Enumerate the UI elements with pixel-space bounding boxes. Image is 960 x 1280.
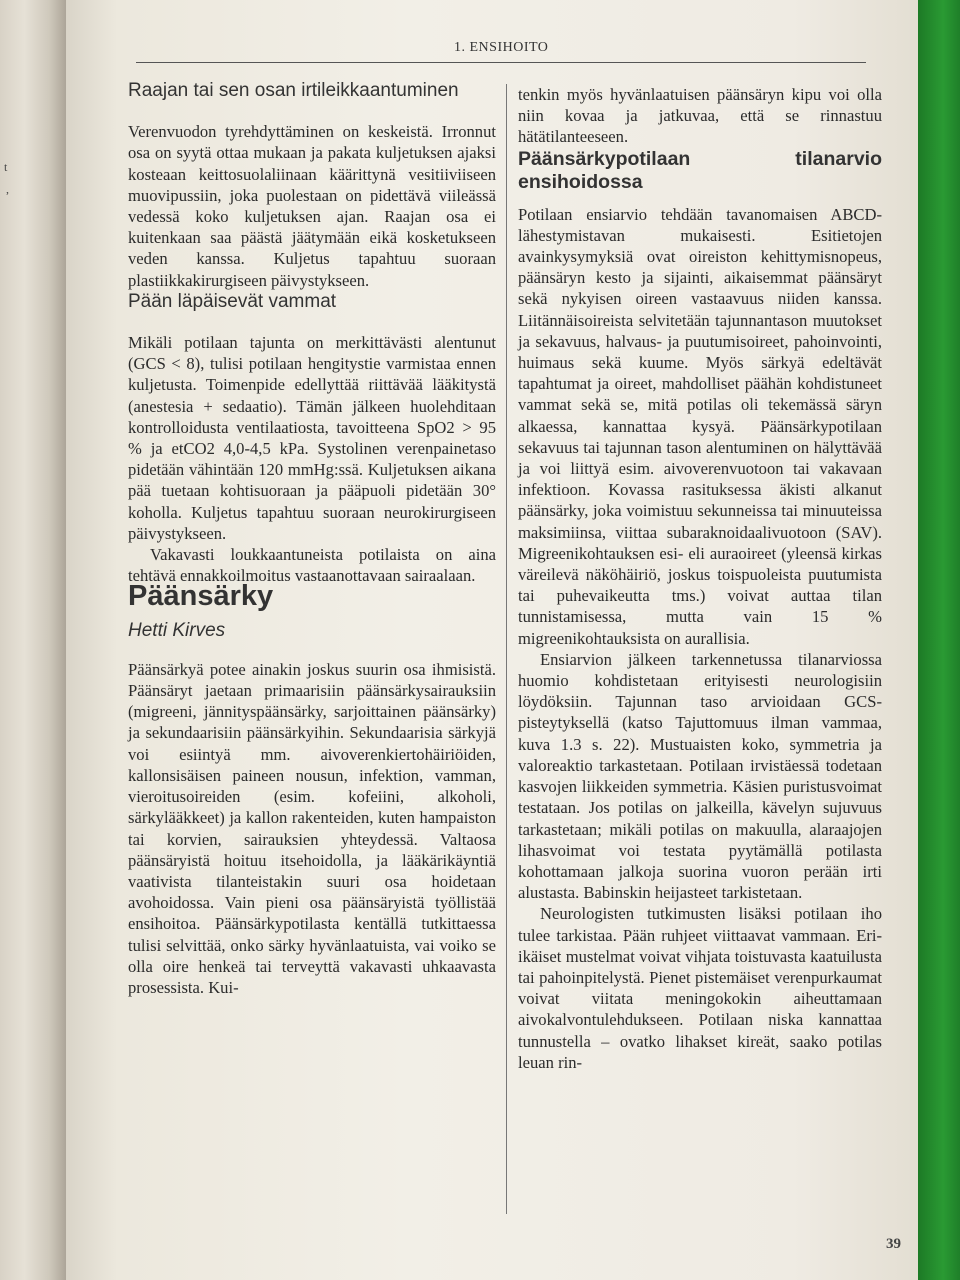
section-heading-head-wounds: Pään läpäisevät vammat [128, 290, 337, 312]
section-heading-assessment: Päänsärkypotilaan tilanarvio ensihoidossa [518, 147, 882, 193]
page-number: 39 [886, 1236, 901, 1252]
running-header [136, 36, 866, 63]
paragraph-amputation: Verenvuodon tyrehdyttäminen on keskeistä. Irronnut osa on syytä ottaa mukaan ja pakata kuljetuksen ajaksi kosteaan keittosuolaliinaan käärittynä vesitiiviiseen muovipussiin, joka puolestaan on pidettävä viileässä vedessä koko kuljetuksen ajan. Raajan osa ei kuitenkaan saa päästä jäätymään eikä kosketukseen veden kanssa. Kuljetus tapahtuu suoraan plastiikkakirurgiseen päivystykseen. [128, 122, 496, 290]
paragraph-continuation: tenkin myös hyvänlaatuisen päänsäryn kipu voi olla niin kovaa ja jatkuvaa, että se rinnastuu hätätilanteeseen. [518, 85, 882, 147]
left-column [128, 80, 496, 998]
paragraph-refined-assessment: Ensiarvion jälkeen tarkennetussa tilanarviossa huomio kohdistetaan erityisesti neurologisiin löydöksiin. Tajunnan taso arvioidaan GCS-pisteytyksellä (katso Tajuttomuus ilman vammaa, kuva 1.3 s. 22). Mustuaisten koko, symmetria ja valoreaktio tarkastetaan. Potilaan irvistäessä todetaan kasvojen liikkeiden symmetria. Käsien puristusvoimat testataan. Jos potilas on jalkeilla, kävelyn sujuvuus tarkastetaan; mikäli potilas on makuulla, alaraajojen lihasvoimat voi testata pyytämällä potilasta kohottamaan jalkoja suorina vuoron perään irti alustasta. Babinskin heijasteet tarkistetaan. [518, 649, 882, 903]
paragraph-headache-intro: Päänsärkyä potee ainakin joskus suurin osa ihmisistä. Päänsäryt jaetaan primaarisiin päänsärkysairauksiin (migreeni, jännityspäänsärky, sarjoittainen päänsärky) ja sekundaarisiin päänsärkyihin. Sekundaarisia särkyjä voi esiintyä mm. aivoverenkiertohäiriöiden, kallonsisäisen paineen nousun, infektion, vamman, vieroitusoireiden (esim. kofeiini, alkoholi, särkylääkkeet) ja kallon rakenteiden, kuten hampaiston tai korvien, sairauksien yhteydessä. Valtaosa päänsäryistä hoituu itsehoidolla, ja lääkärikäyntiä vaativista tilanteistakin suuri osa hoidetaan avohoidossa. Vain pieni osa päänsäryistä työllistää ensihoitoa. Päänsärkypotilasta kentällä tutkittaessa tulisi selvittää, onko särky hyvänlaatuista, vai voiko se olla oire henkeä tai terveyttä vakavasti uhkaavasta prosessista. Kui- [128, 659, 496, 997]
running-header-text: 1. ENSIHOITO [454, 40, 549, 55]
green-cover-edge [918, 0, 960, 1280]
paragraph-head-wounds: Mikäli potilaan tajunta on merkittävästi alentunut (GCS < 8), tulisi potilaan hengitystie varmistaa ennen kuljetusta. Toimenpide edellyttää riittävää lääkitystä (anestesia + sedaatio). Tämän jälkeen huolehditaan kontrolloidusta ventilaatiosta, tavoitteena SpO2 > 95 % ja etCO2 4,0-4,5 kPa. Systolinen verenpainetaso pidetään vähintään 120 mmHg:ssä. Kuljetuksen aikana pää tuetaan kohtisuoraan ja pääpuoli pidetään 30° koholla. Kuljetus tapahtuu suoraan neurokirurgiseen päivystykseen. [128, 333, 496, 543]
column-divider [506, 84, 507, 1214]
chapter-author: Hetti Kirves [128, 619, 226, 641]
paragraph-initial-assessment: Potilaan ensiarvio tehdään tavanomaisen ABCD-lähestymistavan mukaisesti. Esitietojen avainkysymyksiä ovat oireiston kehittymisnopeus, päänsäryn kesto ja sijainti, aikaisemmat päänsäryt sekä nykyisen oireen vastaavuus niiden kanssa. Liitännäisoireista selvitetään tajunnantason muutokset ja sekavuus, halvaus- ja puutumisoireet, pahoinvointi, huimaus sekä kuume. Myös särkyä edeltävät tapahtumat ja oireet, mahdolliset päähän kohdistuneet vammat sekä se, mitä potilas oli tekemässä säryn alkaessa, kannattaa kysyä. Päänsärkypotilaan sekavuus tai tajunnan tason alentuminen on hälyttävää ja voi liittyä esim. aivoverenvuotoon tai vakavaan infektioon. Kovassa rasituksessa äkisti alkanut päänsärky, joka voimistuu sekunneissa tai minuuteissa maksimiinsa, viittaa subaraknoidaalivuotoon (SAV). Migreenikohtauksen esi- eli auraoireet (yleensä kirkas väreilevä näköhäiriö, joskus toispuoleista puutumista tai puhevaikeutta tms.) voivat auttaa tilan tunnistamisessa, mutta vain 15 % migreenikohtauksista on aurallisia. [518, 204, 882, 648]
book-page [66, 0, 922, 1280]
section-heading-amputation: Raajan tai sen osan irtileikkaantuminen [128, 80, 459, 101]
previous-page-edge: t , [0, 0, 70, 1280]
right-column [518, 84, 882, 1073]
chapter-title: Päänsärky [128, 580, 274, 613]
paragraph-advance-notice: Vakavasti loukkaantuneista potilaista on aina tehtävä ennakkoilmoitus vastaanottavaan sairaalaan. [128, 545, 496, 586]
paragraph-skin-check: Neurologisten tutkimusten lisäksi potilaan iho tulee tarkistaa. Pään ruhjeet viittaavat vammaan. Eri-ikäiset mustelmat voivat vihjata toistuvasta kaatuilusta tai pahoinpitelystä. Pienet pistemäiset verenpurkaumat voivat viitata meningokokin aiheuttamaan aivokalvontulehdukseen. Potilaan niska kannattaa tunnustella – ovatko lihakset kireät, saako potilas leuan rin- [518, 904, 882, 1072]
